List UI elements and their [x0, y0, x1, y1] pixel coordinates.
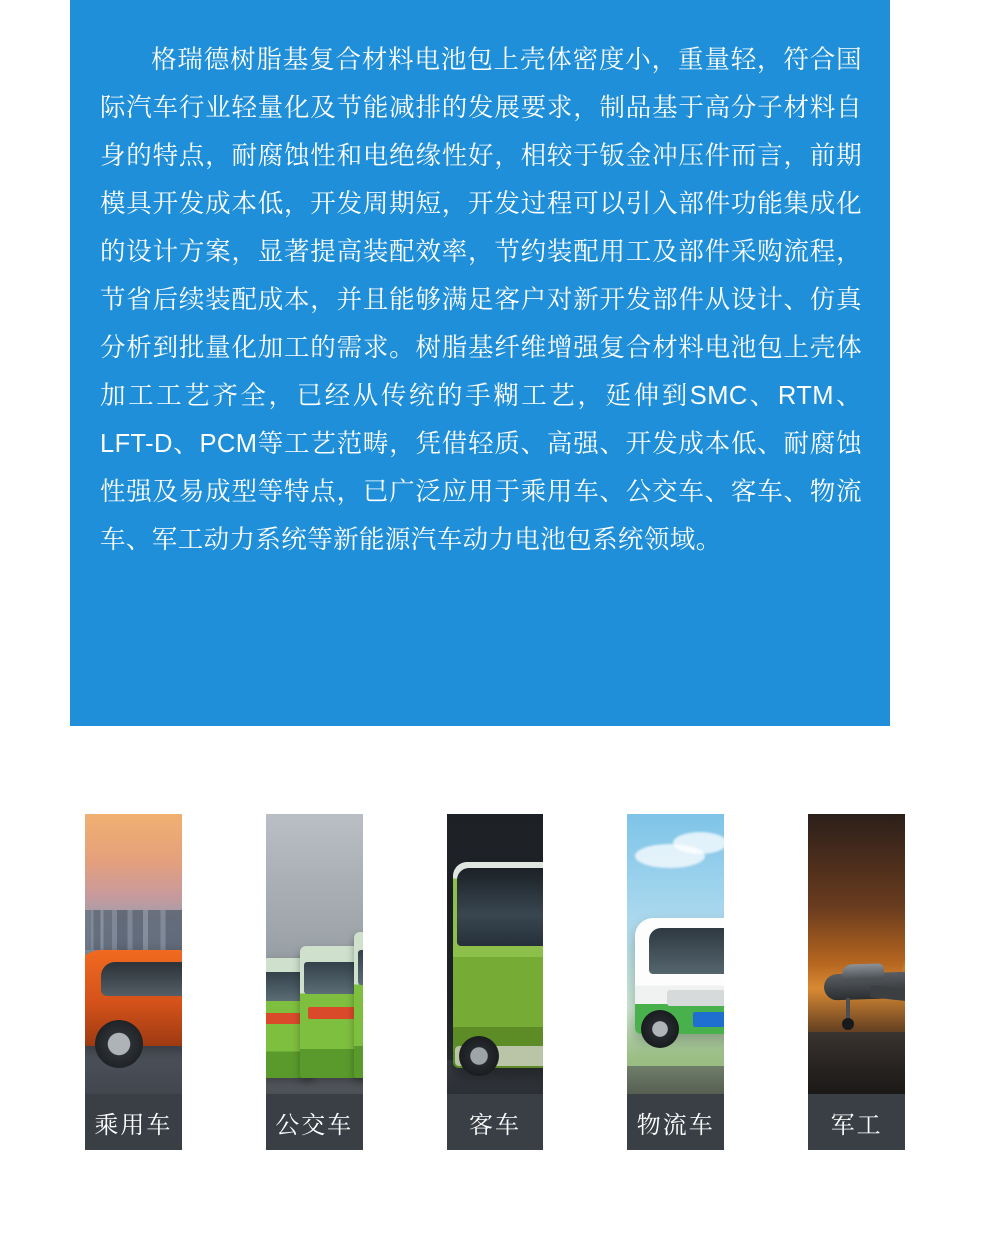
gallery-caption-passenger-car: 乘用车 — [85, 1094, 182, 1150]
gallery-item-city-bus[interactable] — [266, 814, 363, 1150]
gallery-item-military[interactable] — [808, 814, 905, 1150]
gallery-item-passenger-car[interactable] — [85, 814, 182, 1150]
gallery-caption-city-bus: 公交车 — [266, 1094, 363, 1150]
gallery-item-coach[interactable] — [447, 814, 544, 1150]
gallery-caption-military: 军工 — [808, 1094, 905, 1150]
gallery-caption-logistics-van: 物流车 — [627, 1094, 724, 1150]
description-panel — [70, 0, 890, 726]
application-gallery — [45, 798, 945, 1139]
gallery-item-logistics-van[interactable] — [627, 814, 724, 1150]
description-paragraph: 格瑞德树脂基复合材料电池包上壳体密度小，重量轻，符合国际汽车行业轻量化及节能减排的发展要求，制品基于高分子材料自身的特点，耐腐蚀性和电绝缘性好，相较于钣金冲压件而言，前期模具开发成本低，开发周期短，开发过程可以引入部件功能集成化的设计方案，显著提高装配效率，节约装配用工及部件采购流程，节省后续装配成本，并且能够满足客户对新开发部件从设计、仿真分析到批量化加工的需求。树脂基纤维增强复合材料电池包上壳体加工工艺齐全，已经从传统的手糊工艺，延伸到SMC、RTM、LFT-D、PCM等工艺范畴，凭借轻质、高强、开发成本低、耐腐蚀性强及易成型等特点，已广泛应用于乘用车、公交车、客车、物流车、军工动力系统等新能源汽车动力电池包系统领域。 — [100, 46, 862, 554]
gallery-caption-coach: 客车 — [447, 1094, 544, 1150]
